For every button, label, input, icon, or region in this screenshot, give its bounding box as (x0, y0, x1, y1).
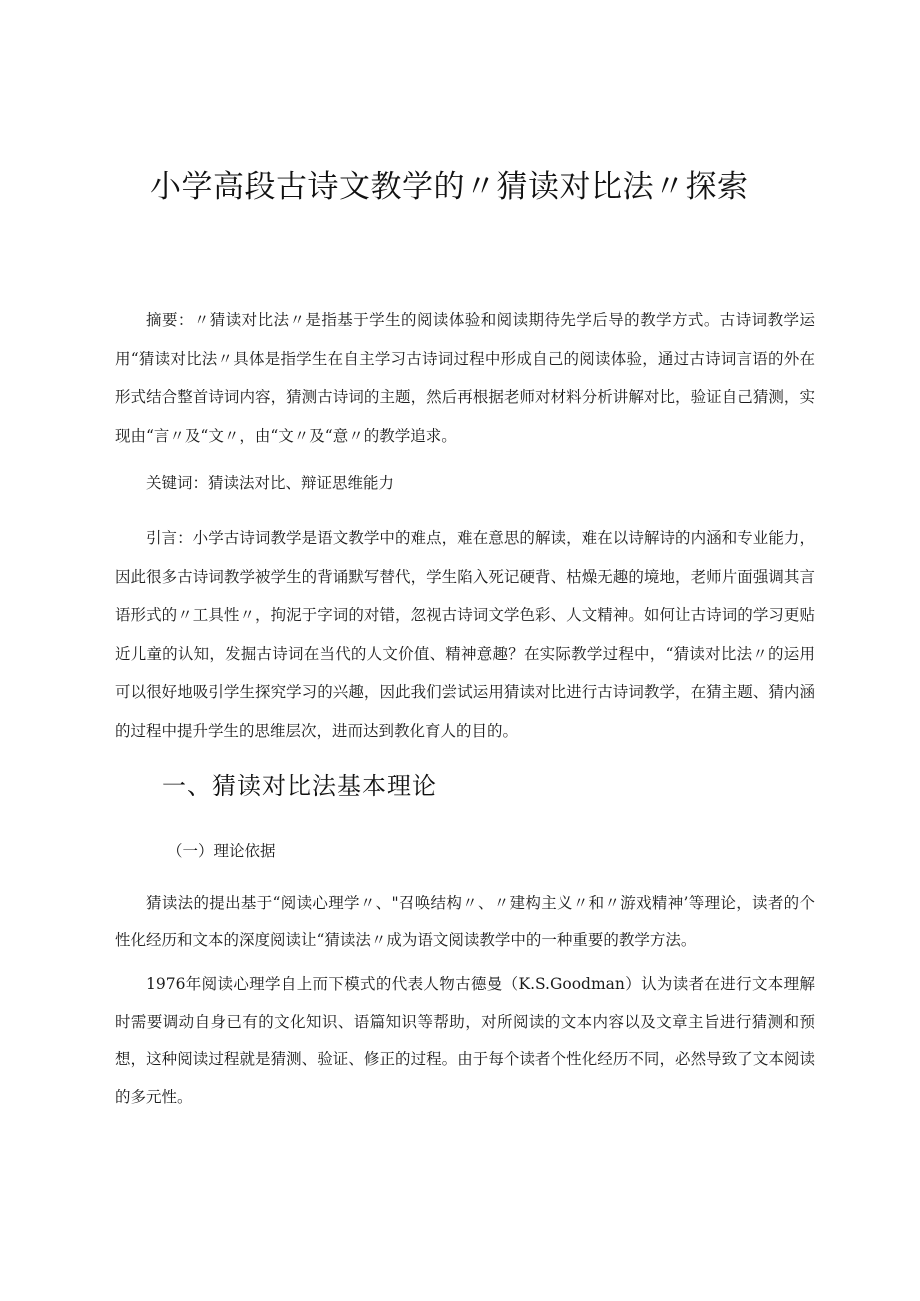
theory-paragraph-1: 猜读法的提出基于“阅读心理学〃、"召唤结构〃、〃建构主义〃和〃游戏精神’等理论，读者的个性化经历和文本的深度阅读让“猜读法〃成为语文阅读教学中的一种重要的教学方法。 (115, 894, 815, 949)
keywords-paragraph: 关键词：猜读法对比、辩证思维能力 (146, 474, 395, 492)
section-heading: 一、猜读对比法基本理论 (162, 772, 437, 800)
sub-heading: （一）理论依据 (167, 842, 276, 860)
theory-paragraph-2: 1976年阅读心理学自上而下模式的代表人物古德曼（K.S.Goodman）认为读者在进行文本理解时需要调动自身已有的文化知识、语篇知识等帮助，对所阅读的文本内容以及文章主旨进行猜测和预想，这种阅读过程就是猜测、验证、修正的过程。由于每个读者个性化经历不同，必然导致了文本阅读的多元性。 (115, 975, 815, 1106)
abstract-paragraph: 摘要：〃猜读对比法〃是指基于学生的阅读体验和阅读期待先学后导的教学方式。古诗词教学运用“猜读对比法〃具体是指学生在自主学习古诗词过程中形成自己的阅读体验，通过古诗词言语的外在形式结合整首诗词内容，猜测古诗词的主题，然后再根据老师对材料分析讲解对比，验证自己猜测，实现由“言〃及“文〃，由“文〃及“意〃的教学追求。 (115, 311, 815, 445)
document-title: 小学高段古诗文教学的〃猜读对比法〃探索 (150, 169, 749, 205)
intro-paragraph: 引言：小学古诗词教学是语文教学中的难点，难在意思的解读，难在以诗解诗的内涵和专业能力，因此很多古诗词教学被学生的背诵默写替代，学生陷入死记硬背、枯燥无趣的境地，老师片面强调其言语形式的〃工具性〃，拘泥于字词的对错，忽视古诗词文学色彩、人文精神。如何让古诗词的学习更贴近儿童的认知，发掘古诗词在当代的人文价值、精神意趣？在实际教学过程中，“猜读对比法〃的运用可以很好地吸引学生探究学习的兴趣，因此我们尝试运用猜读对比进行古诗词教学，在猜主题、猜内涵的过程中提升学生的思维层次，进而达到教化育人的目的。 (115, 529, 815, 740)
